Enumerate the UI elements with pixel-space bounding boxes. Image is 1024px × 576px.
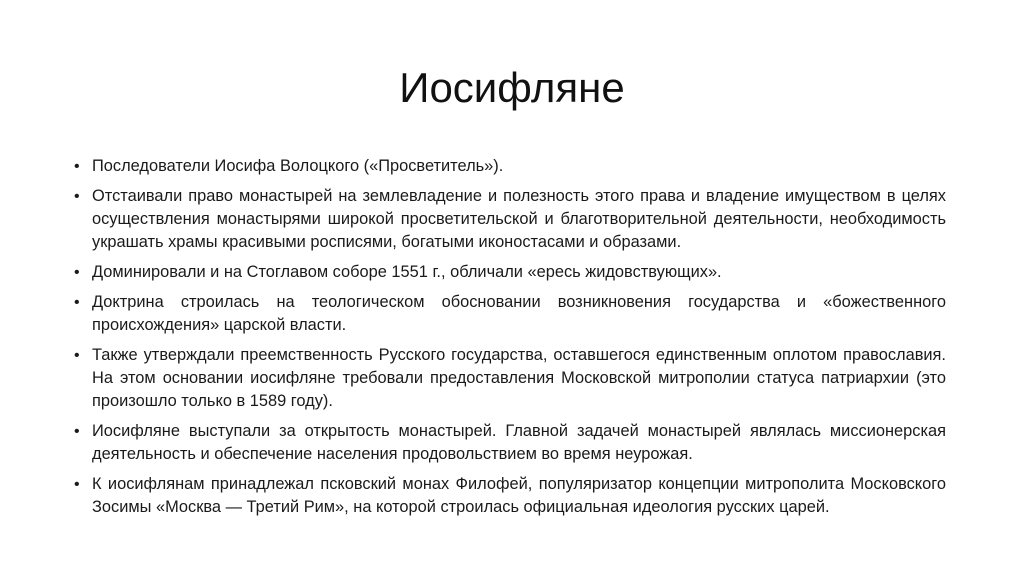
bullet-item	[74, 185, 946, 254]
bullet-list	[74, 155, 946, 526]
bullet-item	[74, 344, 946, 413]
slide-title: Иосифляне	[399, 64, 625, 111]
bullet-text: Доктрина строилась на теологическом обосновании возникновения государства и «божественного происхождения» царской власти.	[92, 293, 946, 334]
bullet-text: Отстаивали право монастырей на землевладение и полезность этого права и владение имуществом в целях осуществления монастырями широкой просветительской и благотворительной деятельности, необходимость украшать храмы красивыми росписями, богатыми иконостасами и образами.	[92, 187, 946, 251]
bullet-item	[74, 420, 946, 466]
bullet-item	[74, 291, 946, 337]
bullet-item	[74, 261, 946, 284]
bullet-point-icon: •	[74, 294, 80, 311]
bullet-text: Доминировали и на Стоглавом соборе 1551 г., обличали «ересь жидовствующих».	[92, 263, 722, 281]
bullet-text: Иосифляне выступали за открытость монастырей. Главной задачей монастырей являлась миссионерская деятельность и обеспечение населения продовольствием во время неурожая.	[92, 422, 946, 463]
bullet-point-icon: •	[74, 264, 80, 281]
bullet-item	[74, 155, 946, 178]
bullet-point-icon: •	[74, 158, 80, 175]
bullet-text: Последователи Иосифа Волоцкого («Просветитель»).	[92, 157, 504, 175]
bullet-point-icon: •	[74, 188, 80, 205]
bullet-text: К иосифлянам принадлежал псковский монах Филофей, популяризатор концепции митрополита Московского Зосимы «Москва — Третий Рим», на которой строилась официальная идеология русских царей.	[92, 475, 946, 516]
bullet-point-icon: •	[74, 423, 80, 440]
bullet-point-icon: •	[74, 347, 80, 364]
bullet-point-icon: •	[74, 476, 80, 493]
bullet-item	[74, 473, 946, 519]
bullet-text: Также утверждали преемственность Русского государства, оставшегося единственным оплотом православия. На этом основании иосифляне требовали предоставления Московской митрополии статуса патриархии (это произошло только в 1589 году).	[92, 346, 946, 410]
